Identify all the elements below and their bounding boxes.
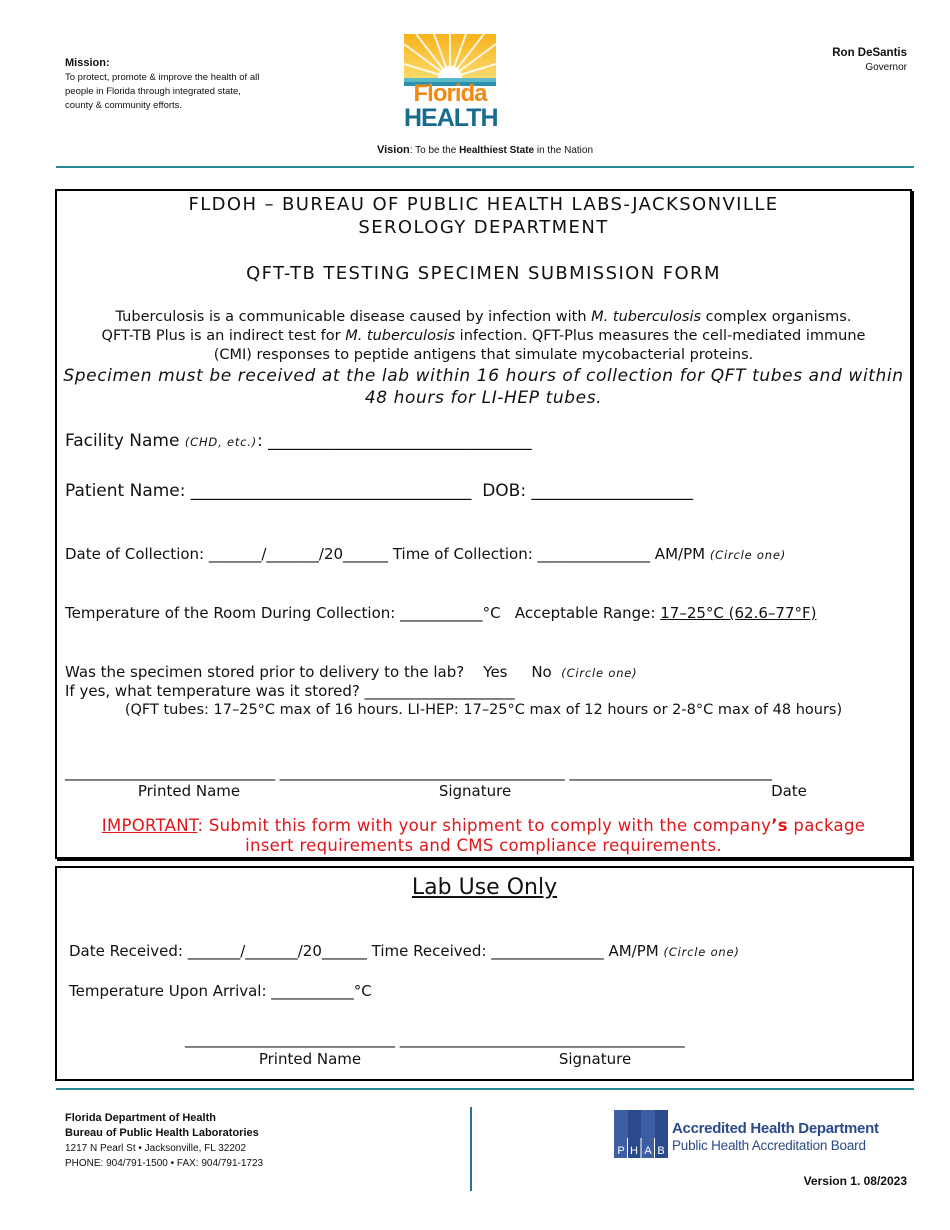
description-line3: (CMI) responses to peptide antigens that simulate mycobacterial proteins. [213, 347, 754, 363]
important-label: IMPORTANT [101, 816, 198, 835]
footer-address [65, 1111, 263, 1171]
logo-health-text: HEALTH [404, 104, 498, 132]
notice-line2: 48 hours for LI-HEP tubes. [364, 388, 603, 408]
patient-label: Patient Name: [65, 481, 191, 501]
patient-name-field[interactable] [65, 481, 693, 501]
room-temperature-field[interactable]: Temperature of the Room During Collection: ___________°C Acceptable Range: 17–25°C (62.6–77°F) [65, 604, 817, 622]
circle-one-hint: (Circle one) [663, 945, 740, 959]
form-title-line1: FLDOH – BUREAU OF PUBLIC HEALTH LABS-JACKSONVILLE [188, 194, 779, 215]
circle-one-hint: (Circle one) [561, 666, 638, 680]
facility-label: Facility Name [65, 431, 185, 451]
description-line2: QFT-TB Plus is an indirect test for M. tuberculosis infection. QFT-Plus measures the cell-mediated immune [101, 328, 866, 344]
footer-divider [56, 1088, 914, 1090]
accredited-label: Accredited Health Department [672, 1120, 879, 1137]
vision-text: : To be the [409, 145, 460, 156]
signature-line[interactable]: ____________________________ ______________________________________ ___________________________ [65, 763, 773, 781]
important-notice-line2: insert requirements and CMS compliance requirements. [245, 836, 722, 855]
vision-statement [0, 144, 950, 156]
dob-blank: ___________________ [531, 481, 693, 501]
footer-bureau: Bureau of Public Health Laboratories [65, 1127, 259, 1139]
form-subtitle: QFT-TB TESTING SPECIMEN SUBMISSION FORM [246, 263, 721, 284]
phab-letter-b: B [657, 1145, 665, 1157]
header-divider [56, 166, 914, 168]
facility-hint: (CHD, etc.) [184, 435, 258, 449]
acceptable-range: 17–25°C (62.6–77°F) [660, 604, 817, 622]
lab-printed-name-label: Printed Name [258, 1050, 362, 1068]
phab-letter-a: A [644, 1145, 652, 1157]
date-received-field[interactable]: Date Received: _______/_______/20______ Time Received: _______________ AM/PM (Circle one) [69, 942, 740, 960]
facility-name-field[interactable]: Facility Name (CHD, etc.): _______________________________ [65, 431, 532, 451]
lab-use-only-title: Lab Use Only [411, 875, 558, 900]
stored-question[interactable]: Was the specimen stored prior to delivery to the lab? Yes No (Circle one) [65, 663, 638, 681]
collection-date-field[interactable]: Date of Collection: _______/_______/20______ Time of Collection: _______________ AM/PM (Circle one) [65, 545, 787, 563]
temperature-arrival-field[interactable]: Temperature Upon Arrival: ___________°C [69, 982, 372, 1000]
vision-label: Vision [376, 144, 410, 156]
date-label: Date [771, 782, 807, 800]
version-label: Version 1. 08/2023 [803, 1174, 907, 1188]
lab-use-only-box [55, 866, 914, 1081]
mission-label: Mission [65, 57, 106, 69]
vision-bold: Healthiest State [459, 145, 535, 156]
phab-logo-icon [614, 1110, 668, 1158]
signature-label: Signature [438, 782, 512, 800]
phab-text [672, 1120, 879, 1154]
footer-vertical-divider [470, 1107, 472, 1191]
facility-blank: _______________________________ [268, 431, 532, 451]
phab-letter-p: P [617, 1145, 625, 1157]
vision-text-end: in the Nation [534, 145, 594, 156]
governor-name: Ron DeSantis [832, 47, 907, 59]
submission-form-box [55, 189, 912, 859]
logo-florida-text: Florida [413, 80, 487, 107]
description-line1: Tuberculosis is a communicable disease caused by infection with M. tuberculosis complex organisms. [115, 309, 852, 325]
form-title-line2: SEROLOGY DEPARTMENT [358, 217, 609, 238]
logo-wordmark [404, 82, 496, 130]
lab-signature-line[interactable]: ____________________________ ______________________________________ [185, 1030, 685, 1048]
mission-statement: Mission: To protect, promote & improve the health of all people in Florida through integrated state, county & community efforts. [65, 57, 260, 111]
notice-line1: Specimen must be received at the lab within 16 hours of collection for QFT tubes and within [63, 366, 904, 386]
governor-title: Governor [865, 62, 907, 73]
stored-temperature-field[interactable]: If yes, what temperature was it stored? ____________________ [65, 682, 515, 700]
lab-signature-label: Signature [558, 1050, 632, 1068]
governor-block [832, 46, 907, 75]
footer-dept: Florida Department of Health [65, 1112, 216, 1124]
footer-street: 1217 N Pearl St • Jacksonville, FL 32202 [65, 1143, 247, 1154]
footer-phone: PHONE: 904/791-1500 • FAX: 904/791-1723 [65, 1158, 264, 1169]
patient-blank: _________________________________ [190, 481, 472, 501]
phab-letter-h: H [630, 1145, 638, 1157]
circle-one-hint: (Circle one) [709, 548, 787, 562]
printed-name-label: Printed Name [137, 782, 241, 800]
important-notice-line1: IMPORTANT: Submit this form with your shipment to comply with the company’s package [101, 816, 866, 835]
dob-label: DOB: [471, 481, 532, 501]
mission-text: To protect, promote & improve the health of all people in Florida through integrated state, county & community efforts. [65, 72, 260, 111]
board-label: Public Health Accreditation Board [672, 1138, 866, 1153]
storage-note: (QFT tubes: 17–25°C max of 16 hours. LI-HEP: 17–25°C max of 12 hours or 2-8°C max of 48 hours) [124, 702, 843, 718]
